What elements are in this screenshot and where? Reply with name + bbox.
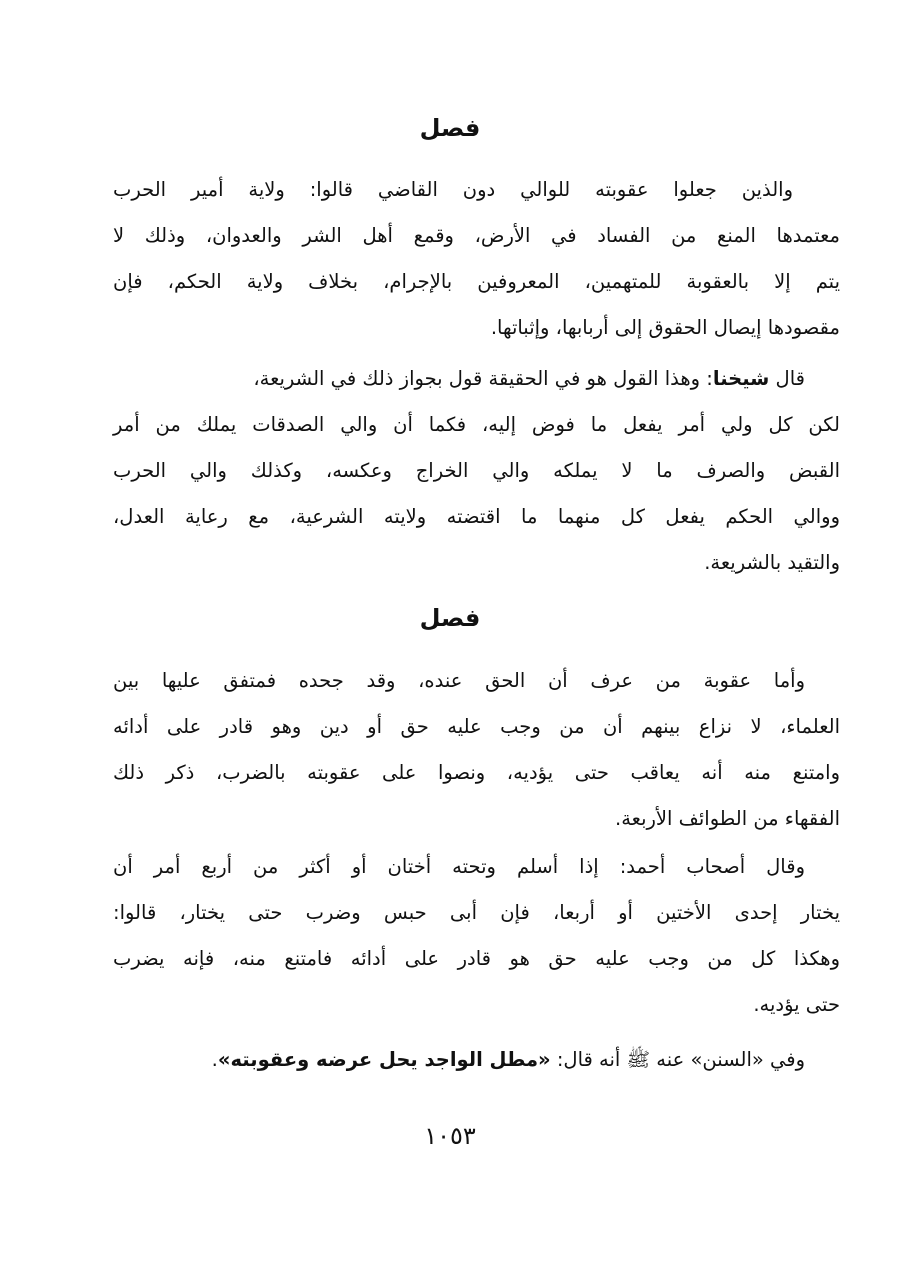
hadith-quote: «مطل الواجد يحل عرضه وعقوبته»	[217, 1048, 551, 1071]
text-line: وهكذا كل من وجب عليه حق هو قادر على أدائه فامتنع منه، فإنه يضرب	[113, 947, 840, 970]
text-line: والذين جعلوا عقوبته للوالي دون القاضي قالوا: ولاية أمير الحرب	[113, 178, 793, 201]
text-line: والتقيد بالشريعة.	[704, 551, 840, 574]
text-line: الفقهاء من الطوائف الأربعة.	[615, 807, 840, 830]
text-line: يختار إحدى الأختين أو أربعا، فإن أبى حبس وضرب حتى يختار، قالوا:	[113, 901, 840, 924]
hadith-line	[113, 1045, 805, 1075]
text-line: ووالي الحكم يفعل كل منهما ما اقتضته ولايته الشرعية، مع رعاية العدل،	[113, 505, 840, 528]
section-heading: فصل	[419, 114, 481, 142]
text-line: معتمدها المنع من الفساد في الأرض، وقمع أهل الشر والعدوان، وذلك لا	[113, 224, 840, 247]
text: قال	[769, 367, 805, 390]
text-line: حتى يؤديه.	[753, 993, 840, 1016]
text-line: لكن كل ولي أمر يفعل ما فوض إليه، فكما أن والي الصدقات يملك من أمر	[113, 413, 840, 436]
text-line: وأما عقوبة من عرف أن الحق عنده، وقد جحده فمتفق عليها بين	[113, 669, 805, 692]
page-number: ١٠٥٣	[424, 1122, 476, 1150]
text-line: يتم إلا بالعقوبة للمتهمين، المعروفين بالإجرام، بخلاف ولاية الحكم، فإن	[113, 270, 840, 293]
text-line	[113, 364, 805, 394]
bold-term: شيخنا	[712, 367, 770, 390]
text: .	[211, 1048, 218, 1071]
text: وفي «السنن» عنه ﷺ أنه قال:	[550, 1048, 805, 1071]
text-line: العلماء، لا نزاع بينهم أن من وجب عليه حق أو دين وهو قادر على أدائه	[113, 715, 840, 738]
section-heading: فصل	[419, 604, 481, 632]
text-line: وامتنع منه أنه يعاقب حتى يؤديه، ونصوا على عقوبته بالضرب، ذكر ذلك	[113, 761, 840, 784]
text: : وهذا القول هو في الحقيقة قول بجواز ذلك في الشريعة،	[253, 367, 713, 390]
text-line: القبض والصرف ما لا يملكه والي الخراج وعكسه، وكذلك والي الحرب	[113, 459, 840, 482]
text-line: مقصودها إيصال الحقوق إلى أربابها، وإثباتها.	[490, 316, 840, 339]
text-line: وقال أصحاب أحمد: إذا أسلم وتحته أختان أو أكثر من أربع أمر أن	[113, 855, 805, 878]
